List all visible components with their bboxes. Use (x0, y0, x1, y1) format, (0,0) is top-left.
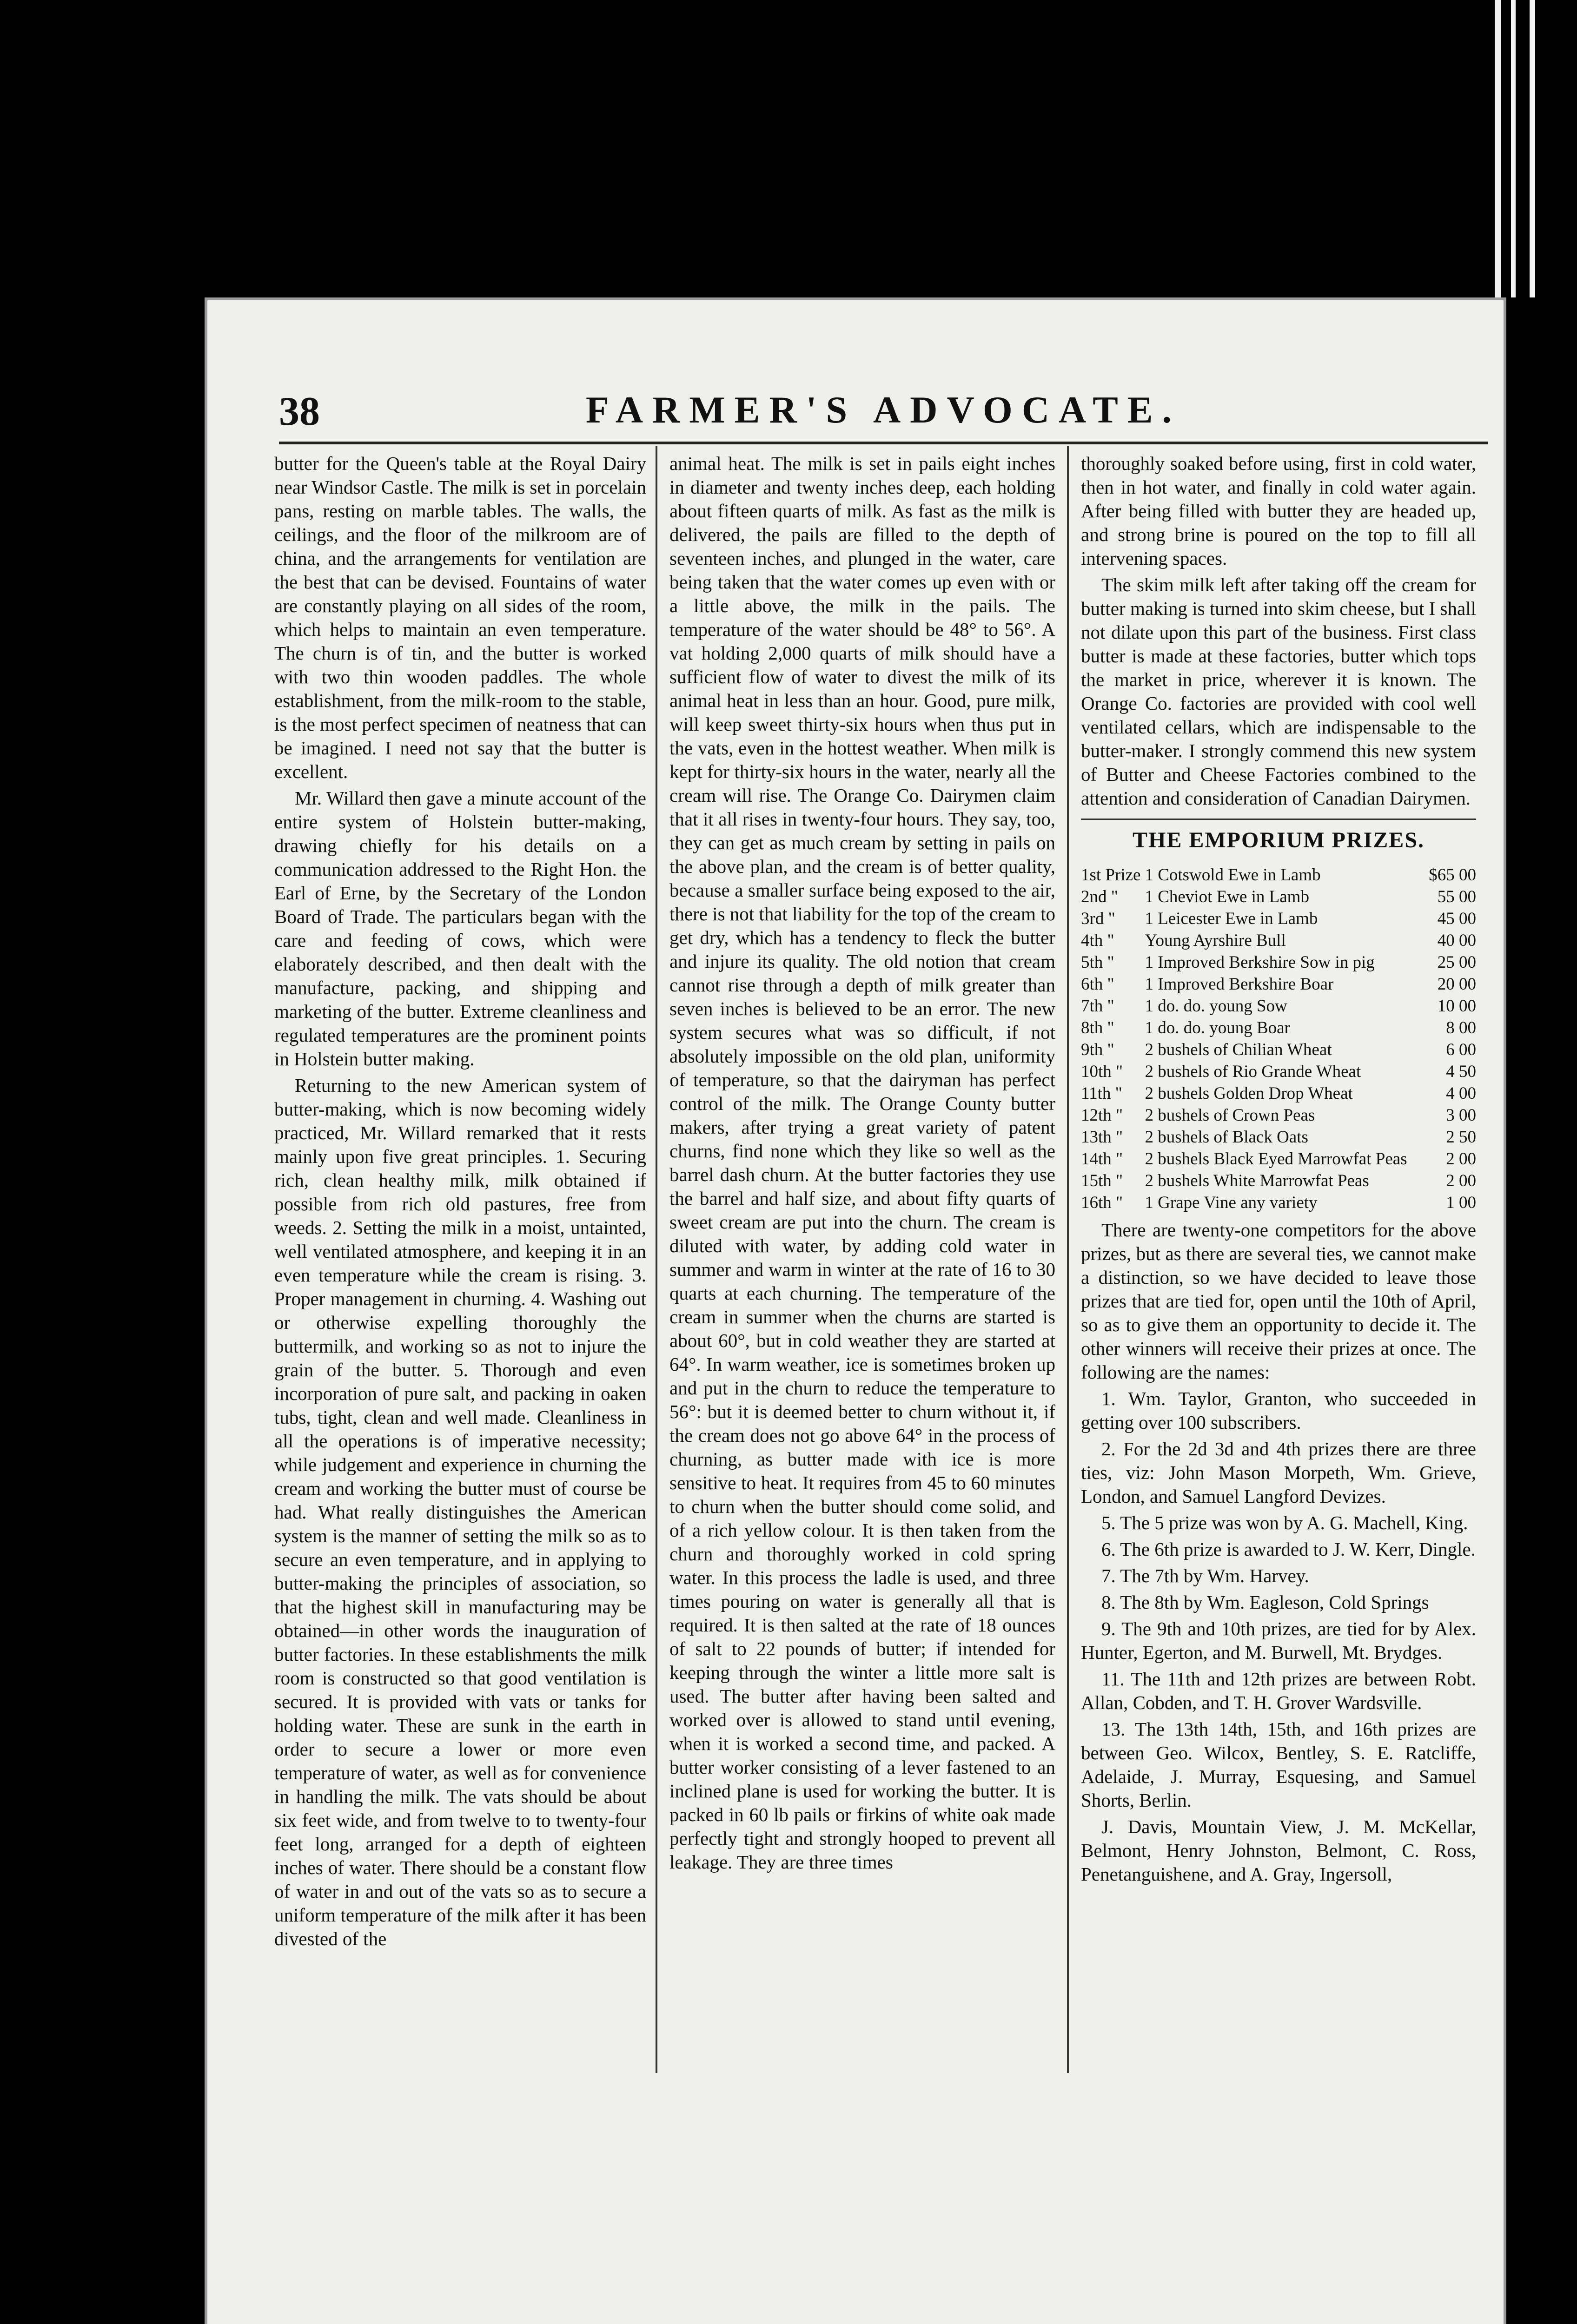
prize-amount: 4 50 (1446, 1062, 1476, 1081)
prize-amount: 2 00 (1446, 1171, 1476, 1190)
prize-place: 2nd " (1081, 887, 1118, 906)
winner-entry: J. Davis, Mountain View, J. M. McKellar, Belmont, Henry Johnston, Belmont, C. Ross, Penetanguishene, and A. Gray, Ingersoll, (1081, 1816, 1476, 1885)
column-rule (656, 446, 657, 2073)
prize-place: 7th " (1081, 997, 1114, 1016)
prize-item: Young Ayrshire Bull (1145, 931, 1286, 950)
prize-amount: 2 50 (1446, 1128, 1476, 1147)
prize-item: 1 do. do. young Boar (1145, 1018, 1290, 1037)
prize-place: 16th " (1081, 1193, 1123, 1212)
article-paragraph: animal heat. The milk is set in pails eight inches in diameter and twenty inches deep, each holding about fifteen quarts of milk. As fast as the milk is delivered, the pails are filled to the depth of seventeen inches, and plunged in the water, care being taken that the water comes up even with or a little above, the milk in the pails. The temperature of the water should be 48° to 56°. A vat holding 2,000 quarts of milk should have a sufficient flow of water to divest the milk of its animal heat in less than an hour. Good, pure milk, will keep sweet thirty-six hours when thus put in the vats, even in the hottest weather. When milk is kept for thirty-six hours in the water, nearly all the cream will rise. The Orange Co. Dairymen claim that it all rises in twenty-four hours. They say, too, they can get as much cream by setting in pails on the above plan, and the cream is of better quality, because a smaller surface being exposed to the air, there is not that liability for the top of the cream to get dry, which has a tendency to fleck the butter and injure its quality. The old notion that cream cannot rise through a depth of milk greater than seven inches is believed to be an error. The new system secures what was so difficult, if not absolutely impossible on the old plan, uniformity of temperature, so that the dairyman has perfect control of the milk. The Orange County butter makers, after trying a great variety of patent churns, find none which they like so well as the barrel dash churn. At the butter factories they use the barrel and half size, and about fifty quarts of sweet cream are put into the churn. The cream is diluted with water, by adding cold water in summer and warm in winter at the rate of 16 to 30 quarts at each churning. The temperature of the cream in summer when the churns are started is about 60°, but in cold weather they are started at 64°. In warm weather, ice is sometimes broken up and put in the churn to reduce the temperature to 56°: but it is deemed better to churn without it, if the cream does not go above 64° in the process of churning, as butter made with ice is more sensitive to heat. It requires from 45 to 60 minutes to churn when the butter should come solid, and of a rich yellow colour. It is then taken from the churn and thoroughly worked in cold spring water. In this process the ladle is used, and three times pouring on water is generally all that is required. It is then salted at the rate of 18 ounces of salt to 22 pounds of butter; if intended for keeping through the winter a little more salt is used. The butter after having been salted and worked over is allowed to stand until evening, when it is worked a second time, and packed. A butter worker consisting of a lever fastened to an inclined plane is used for working the butter. It is packed in 60 lb pails or firkins of white oak made perfectly tight and strongly hooped to prevent all leakage. They are three times (669, 453, 1056, 1873)
winner-entry: 2. For the 2d 3d and 4th prizes there are three ties, viz: John Mason Morpeth, Wm. Grieve, London, and Samuel Langford Devizes. (1081, 1438, 1476, 1507)
prize-row (1081, 1083, 1476, 1104)
prize-row (1081, 1192, 1476, 1214)
page-number: 38 (279, 389, 320, 434)
prize-item: 2 bushels of Black Oats (1145, 1128, 1308, 1147)
prize-amount: 45 00 (1437, 909, 1476, 928)
prize-place: 5th " (1081, 953, 1114, 972)
article-paragraph: thoroughly soaked before using, first in cold water, then in hot water, and finally in cold water again. After being filled with butter they are headed up, and strong brine is poured on the top to fill all intervening spaces. (1081, 453, 1476, 569)
winner-entry: 6. The 6th prize is awarded to J. W. Kerr, Dingle. (1101, 1538, 1476, 1560)
winner-entry: 7. The 7th by Wm. Harvey. (1101, 1565, 1309, 1586)
prize-row (1081, 886, 1476, 908)
prize-item: 2 bushels of Crown Peas (1145, 1106, 1315, 1125)
prize-item: 1 Improved Berkshire Boar (1145, 975, 1334, 994)
prize-amount: 6 00 (1446, 1040, 1476, 1059)
article-column-middle (669, 452, 1055, 1877)
article-column-left (274, 452, 646, 1954)
prize-row (1081, 951, 1476, 973)
prize-place: 12th " (1081, 1106, 1123, 1125)
prize-row (1081, 1148, 1476, 1170)
prize-place: 14th " (1081, 1149, 1123, 1169)
masthead-title: FARMER'S ADVOCATE. (585, 389, 1181, 431)
page-header (279, 388, 1488, 444)
prize-item: 2 bushels of Rio Grande Wheat (1145, 1062, 1361, 1081)
prize-amount: $65 00 (1429, 865, 1476, 885)
article-paragraph: butter for the Queen's table at the Royal Dairy near Windsor Castle. The milk is set in porcelain pans, resting on marble tables. The walls, the ceilings, and the floor of the milkroom are of china, and the arrangements for ventilation are the best that can be devised. Fountains of water are constantly playing on all sides of the room, which helps to maintain an even temperature. The churn is of tin, and the butter is worked with two thin wooden paddles. The whole establishment, from the milk-room to the stable, is the most perfect specimen of neatness that can be imagined. I need not say that the butter is excellent. (274, 453, 646, 782)
prize-amount: 10 00 (1437, 997, 1476, 1016)
prize-item: 1 Leicester Ewe in Lamb (1145, 909, 1318, 928)
prize-place: 4th " (1081, 931, 1114, 950)
winner-entry: 13. The 13th 14th, 15th, and 16th prizes are between Geo. Wilcox, Bentley, S. E. Ratcliffe, Adelaide, J. Murray, Esquesing, and Samuel Shorts, Berlin. (1081, 1718, 1476, 1811)
prize-row (1081, 1126, 1476, 1148)
film-edge-bar (1495, 0, 1501, 297)
prize-item: 1 Cotswold Ewe in Lamb (1145, 865, 1321, 885)
prizes-intro: There are twenty-one competitors for the above prizes, but as there are several ties, we cannot make a distinction, so we have decided to leave those prizes that are tied for, open until the 10th of April, so as to give them an opportunity to decide it. The other winners will receive their prizes at once. The following are the names: (1081, 1219, 1476, 1383)
prize-amount: 2 00 (1446, 1149, 1476, 1169)
article-column-right (1081, 452, 1476, 1889)
prize-row (1081, 930, 1476, 951)
column-rule (1067, 446, 1069, 2073)
prize-amount: 25 00 (1437, 953, 1476, 972)
prize-place: 13th " (1081, 1128, 1123, 1147)
header-rule (279, 442, 1488, 444)
prize-list (1081, 864, 1476, 1214)
article-paragraph: The skim milk left after taking off the cream for butter making is turned into skim cheese, but I shall not dilate upon this part of the business. First class butter is made at these factories, butter which tops the market in price, wherever it is known. The Orange Co. factories are provided with cool well ventilated cellars, which are indispensable to the butter-maker. I strongly commend this new system of Butter and Cheese Factories combined to the attention and consideration of Canadian Dairymen. (1081, 574, 1476, 809)
prize-place: 6th " (1081, 975, 1114, 994)
prize-amount: 4 00 (1446, 1084, 1476, 1103)
prize-place: 15th " (1081, 1171, 1123, 1190)
prize-item: 1 do. do. young Sow (1145, 997, 1287, 1016)
prize-place: 9th " (1081, 1040, 1114, 1059)
prize-amount: 20 00 (1437, 975, 1476, 994)
winner-entry: 5. The 5 prize was won by A. G. Machell, King. (1101, 1512, 1468, 1533)
prizes-heading: THE EMPORIUM PRIZES. (1081, 819, 1476, 852)
prize-amount: 40 00 (1437, 931, 1476, 950)
winner-entry: 9. The 9th and 10th prizes, are tied for by Alex. Hunter, Egerton, and M. Burwell, Mt. Brydges. (1081, 1618, 1476, 1663)
prize-row (1081, 864, 1476, 886)
prize-item: 1 Cheviot Ewe in Lamb (1145, 887, 1309, 906)
film-edge-bar (1511, 0, 1516, 297)
article-paragraph: Returning to the new American system of butter-making, which is now becoming widely practiced, Mr. Willard remarked that it rests mainly upon five great principles. 1. Securing rich, clean healthy milk, milk obtained if possible from rich old pastures, free from weeds. 2. Setting the milk in a moist, untainted, well ventilated atmosphere, and keeping it in an even temperature while the cream is rising. 3. Proper management in churning. 4. Washing out or otherwise expelling thoroughly the buttermilk, and working so as not to injure the grain of the butter. 5. Thorough and even incorporation of pure salt, and packing in oaken tubs, tight, clean and well made. Cleanliness in all the operations is of imperative necessity; while judgement and experience in churning the cream and working the butter must of course be had. What really distinguishes the American system is the manner of setting the milk so as to secure an even temperature, and in applying to butter-making the principles of association, so that the highest skill in manufacturing may be obtained—in other words the inauguration of butter factories. In these establishments the milk room is constructed so that good ventilation is secured. It is provided with vats or tanks for holding water. These are sunk in the earth in order to secure a lower or more even temperature of water, as well as for convenience in handling the milk. The vats should be about six feet wide, and from twelve to to twenty-four feet long, arranged for a depth of eighteen inches of water. There should be a constant flow of water in and out of the vats so as to secure a uniform temperature of the milk after it has been divested of the (274, 1075, 646, 1949)
winner-entry: 8. The 8th by Wm. Eagleson, Cold Springs (1101, 1591, 1429, 1613)
prize-amount: 3 00 (1446, 1106, 1476, 1125)
prize-place: 11th " (1081, 1084, 1122, 1103)
winner-entry: 1. Wm. Taylor, Granton, who succeeded in getting over 100 subscribers. (1081, 1388, 1476, 1433)
prize-item: 1 Grape Vine any variety (1145, 1193, 1318, 1212)
prize-place: 8th " (1081, 1018, 1114, 1037)
winner-entry: 11. The 11th and 12th prizes are between Robt. Allan, Cobden, and T. H. Grover Wardsville. (1081, 1668, 1476, 1713)
prize-row (1081, 973, 1476, 995)
prize-item: 1 Improved Berkshire Sow in pig (1145, 953, 1375, 972)
prize-amount: 8 00 (1446, 1018, 1476, 1037)
winners-list (1081, 1387, 1476, 1886)
prize-item: 2 bushels of Chilian Wheat (1145, 1040, 1332, 1059)
prize-row (1081, 908, 1476, 930)
film-edge-bar (1530, 0, 1535, 297)
prize-item: 2 bushels Golden Drop Wheat (1145, 1084, 1353, 1103)
prize-place: 10th " (1081, 1062, 1123, 1081)
prize-amount: 55 00 (1437, 887, 1476, 906)
prize-row (1081, 1170, 1476, 1192)
prize-item: 2 bushels Black Eyed Marrowfat Peas (1145, 1149, 1407, 1169)
prize-row (1081, 1017, 1476, 1039)
prize-place: 1st Prize (1081, 865, 1141, 885)
prize-row (1081, 995, 1476, 1017)
prize-place: 3rd " (1081, 909, 1115, 928)
prize-row (1081, 1061, 1476, 1083)
prize-item: 2 bushels White Marrowfat Peas (1145, 1171, 1369, 1190)
prize-row (1081, 1104, 1476, 1126)
article-paragraph: Mr. Willard then gave a minute account of the entire system of Holstein butter-making, drawing chiefly for his details on a communication addressed to the Right Hon. the Earl of Erne, by the Secretary of the London Board of Trade. The particulars began with the care and feeding of cows, which were elaborately described, and then dealt with the manufacture, packing, and shipping and marketing of the butter. Extreme cleanliness and regulated temperatures are the prominent points in Holstein butter making. (274, 787, 646, 1070)
prize-row (1081, 1039, 1476, 1061)
prize-amount: 1 00 (1446, 1193, 1476, 1212)
